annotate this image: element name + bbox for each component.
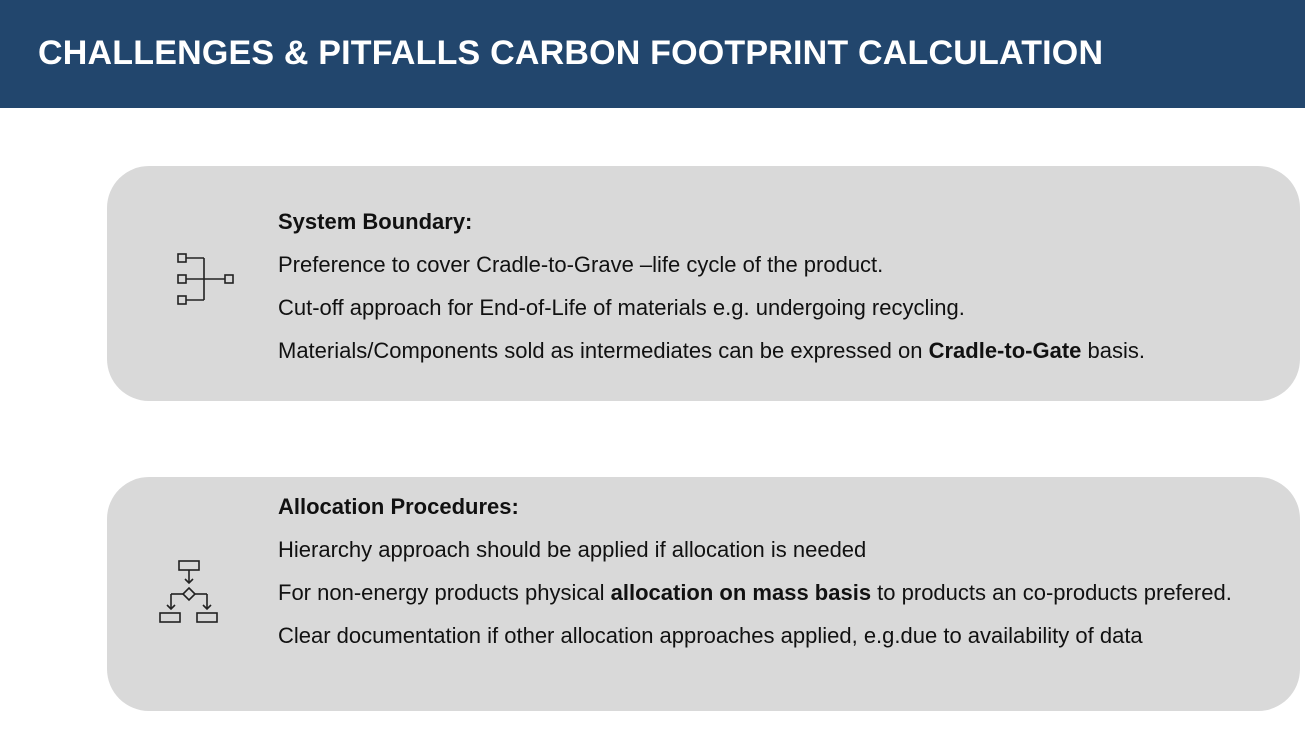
hierarchy-tree-icon: [177, 248, 237, 310]
section-line: [278, 329, 1280, 372]
section-line: Cut-off approach for End-of-Life of materials e.g. undergoing recycling.: [278, 295, 965, 320]
section-line: [278, 571, 1280, 614]
section-card-allocation-procedures: [107, 477, 1300, 711]
section-line: Hierarchy approach should be applied if allocation is needed: [278, 537, 867, 562]
section-heading: System Boundary:: [278, 209, 473, 234]
header-bar: [0, 0, 1305, 108]
page-title: CHALLENGES & PITFALLS CARBON FOOTPRINT CALCULATION: [38, 34, 1104, 72]
section-heading: Allocation Procedures:: [278, 494, 519, 519]
flowchart-icon: [157, 557, 221, 633]
section-card-system-boundary: [107, 166, 1300, 401]
line-text: to products an co-products prefered.: [871, 580, 1232, 605]
section-line: Preference to cover Cradle-to-Grave –life cycle of the product.: [278, 252, 884, 277]
line-text: basis.: [1081, 338, 1145, 363]
line-text: For non-energy products physical: [278, 580, 611, 605]
line-text: Materials/Components sold as intermediates can be expressed on: [278, 338, 929, 363]
bold-term: allocation on mass basis: [610, 580, 872, 605]
bold-term: Cradle-to-Gate: [928, 338, 1082, 363]
section-line: Clear documentation if other allocation approaches applied, e.g.due to availability of data: [278, 623, 1143, 648]
